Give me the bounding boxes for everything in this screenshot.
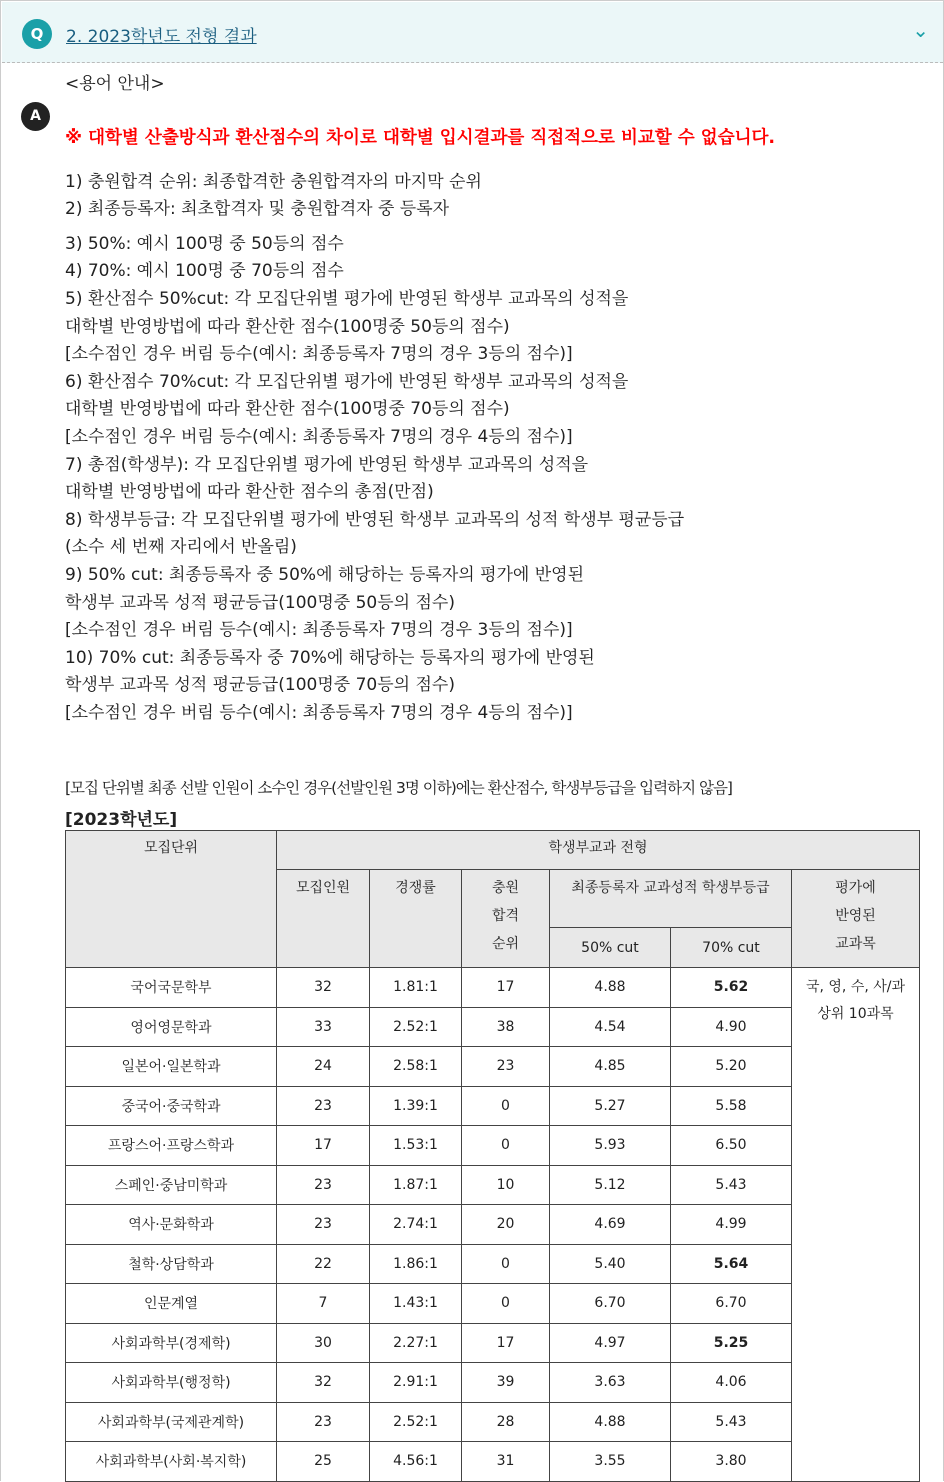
- header-cut70: 70% cut: [671, 928, 792, 968]
- cell-rank: 0: [462, 1126, 550, 1166]
- cell-quota: 23: [277, 1205, 370, 1245]
- cell-quota: 33: [277, 1007, 370, 1047]
- cell-unit: 중국어·중국학과: [66, 1086, 277, 1126]
- question-title-link[interactable]: 2. 2023학년도 전형 결과: [66, 27, 257, 47]
- cell-unit: 국어국문학부: [66, 968, 277, 1008]
- cell-ratio: 2.52:1: [370, 1402, 462, 1442]
- cell-ratio: 1.86:1: [370, 1244, 462, 1284]
- input-note: [모집 단위별 최종 선발 인원이 소수인 경우(선발인원 3명 이하)에는 환산점수, 학생부등급을 입력하지 않음]: [65, 779, 732, 797]
- terms-line: 대학별 반영방법에 따라 환산한 점수(100명중 70등의 점수): [65, 399, 510, 420]
- header-eval-subjects: [792, 870, 920, 968]
- table-row: [66, 1205, 920, 1245]
- cell-c70: 5.43: [671, 1402, 792, 1442]
- cell-unit: 영어영문학과: [66, 1007, 277, 1047]
- cell-c50: 4.88: [550, 968, 671, 1008]
- cell-unit: 스페인·중남미학과: [66, 1165, 277, 1205]
- cell-c70: 3.80: [671, 1442, 792, 1482]
- cell-rank: 23: [462, 1047, 550, 1087]
- cell-c50: 4.88: [550, 1402, 671, 1442]
- cell-quota: 25: [277, 1442, 370, 1482]
- table-row: [66, 1047, 920, 1087]
- cell-ratio: 2.58:1: [370, 1047, 462, 1087]
- answer-badge-icon: A: [21, 102, 50, 131]
- cell-c70: 5.43: [671, 1165, 792, 1205]
- terms-line: 3) 50%: 예시 100명 중 50등의 점수: [65, 233, 344, 254]
- terms-line: 학생부 교과목 성적 평균등급(100명중 70등의 점수): [65, 675, 455, 696]
- table-row: [66, 968, 920, 1008]
- cell-c70: 4.99: [671, 1205, 792, 1245]
- cell-c50: 5.27: [550, 1086, 671, 1126]
- cell-ratio: 2.74:1: [370, 1205, 462, 1245]
- cell-c70: 6.70: [671, 1284, 792, 1324]
- cell-unit: 인문계열: [66, 1284, 277, 1324]
- header-track: 학생부교과 전형: [277, 831, 920, 870]
- question-header[interactable]: [2, 2, 943, 63]
- terms-line: 9) 50% cut: 최종등록자 중 50%에 해당하는 등록자의 평가에 반영된: [65, 564, 585, 585]
- cell-c50: 5.12: [550, 1165, 671, 1205]
- cell-c50: 4.69: [550, 1205, 671, 1245]
- terms-list: [65, 169, 925, 728]
- terms-line: [소수점인 경우 버림 등수(예시: 최종등록자 7명의 경우 4등의 점수)]: [65, 426, 573, 447]
- admission-results-table: [65, 830, 920, 1482]
- cell-ratio: 1.39:1: [370, 1086, 462, 1126]
- terms-line: 2) 최종등록자: 최초합격자 및 충원합격자 중 등록자: [65, 199, 450, 220]
- chevron-down-icon[interactable]: ⌄: [912, 18, 929, 42]
- cell-c70: 5.20: [671, 1047, 792, 1087]
- cell-quota: 32: [277, 1363, 370, 1403]
- cell-rank: 17: [462, 1323, 550, 1363]
- header-quota: 모집인원: [277, 870, 370, 968]
- cell-quota: 30: [277, 1323, 370, 1363]
- cell-rank: 39: [462, 1363, 550, 1403]
- cell-rank: 38: [462, 1007, 550, 1047]
- cell-quota: 24: [277, 1047, 370, 1087]
- header-text: 평가에: [835, 880, 876, 896]
- cell-unit: 사회과학부(경제학): [66, 1323, 277, 1363]
- cell-ratio: 2.52:1: [370, 1007, 462, 1047]
- cell-ratio: 1.53:1: [370, 1126, 462, 1166]
- terms-line: 1) 충원합격 순위: 최종합격한 충원합격자의 마지막 순위: [65, 171, 482, 192]
- cell-c70: 5.62: [671, 968, 792, 1008]
- header-text: 충원: [491, 880, 520, 896]
- terms-line: (소수 세 번째 자리에서 반올림): [65, 537, 297, 558]
- cell-quota: 17: [277, 1126, 370, 1166]
- cell-c70: 6.50: [671, 1126, 792, 1166]
- cell-rank: 0: [462, 1284, 550, 1324]
- cell-quota: 23: [277, 1402, 370, 1442]
- cell-unit: 사회과학부(국제관계학): [66, 1402, 277, 1442]
- cell-c50: 3.63: [550, 1363, 671, 1403]
- terms-line: 5) 환산점수 50%cut: 각 모집단위별 평가에 반영된 학생부 교과목의 성적을: [65, 288, 629, 309]
- eval-subject-text: 상위 10과목: [817, 1006, 894, 1022]
- cell-unit: 철학·상담학과: [66, 1244, 277, 1284]
- header-grade: 최종등록자 교과성적 학생부등급: [550, 870, 792, 928]
- cell-unit: 프랑스어·프랑스학과: [66, 1126, 277, 1166]
- header-unit: 모집단위: [66, 831, 277, 968]
- table-row: [66, 1126, 920, 1166]
- cell-unit: 역사·문화학과: [66, 1205, 277, 1245]
- cell-c50: 4.97: [550, 1323, 671, 1363]
- header-text: 합격: [491, 908, 520, 924]
- terms-line: [소수점인 경우 버림 등수(예시: 최종등록자 7명의 경우 3등의 점수)]: [65, 620, 573, 641]
- terms-line: 대학별 반영방법에 따라 환산한 점수의 총점(만점): [65, 482, 434, 503]
- cell-c50: 3.55: [550, 1442, 671, 1482]
- cell-quota: 22: [277, 1244, 370, 1284]
- cell-quota: 23: [277, 1086, 370, 1126]
- cell-rank: 28: [462, 1402, 550, 1442]
- header-text: 교과목: [835, 936, 876, 952]
- cell-c70: 4.06: [671, 1363, 792, 1403]
- table-row: [66, 1402, 920, 1442]
- cell-eval-subjects: [792, 968, 920, 1482]
- cell-rank: 31: [462, 1442, 550, 1482]
- cell-c50: 5.40: [550, 1244, 671, 1284]
- cell-c70: 5.64: [671, 1244, 792, 1284]
- terms-heading: <용어 안내>: [65, 74, 165, 94]
- terms-line: 6) 환산점수 70%cut: 각 모집단위별 평가에 반영된 학생부 교과목의 성적을: [65, 371, 629, 392]
- table-row: [66, 1244, 920, 1284]
- question-badge-icon: Q: [22, 19, 52, 49]
- table-row: [66, 1165, 920, 1205]
- cell-c50: 5.93: [550, 1126, 671, 1166]
- table-row: [66, 1284, 920, 1324]
- terms-line: 4) 70%: 예시 100명 중 70등의 점수: [65, 261, 344, 282]
- cell-c50: 6.70: [550, 1284, 671, 1324]
- terms-line: 대학별 반영방법에 따라 환산한 점수(100명중 50등의 점수): [65, 316, 510, 337]
- cell-c70: 5.58: [671, 1086, 792, 1126]
- cell-c70: 5.25: [671, 1323, 792, 1363]
- warning-text: ※ 대학별 산출방식과 환산점수의 차이로 대학별 입시결과를 직접적으로 비교할 수 없습니다.: [65, 127, 776, 148]
- terms-line: 8) 학생부등급: 각 모집단위별 평가에 반영된 학생부 교과목의 성적 학생부 평균등급: [65, 509, 685, 530]
- header-text: 순위: [491, 936, 520, 952]
- table-row: [66, 1323, 920, 1363]
- cell-quota: 32: [277, 968, 370, 1008]
- cell-ratio: 4.56:1: [370, 1442, 462, 1482]
- terms-line: 학생부 교과목 성적 평균등급(100명중 50등의 점수): [65, 592, 455, 613]
- cell-unit: 사회과학부(사회·복지학): [66, 1442, 277, 1482]
- year-label: [2023학년도]: [65, 810, 178, 830]
- cell-rank: 20: [462, 1205, 550, 1245]
- terms-line: [소수점인 경우 버림 등수(예시: 최종등록자 7명의 경우 4등의 점수)]: [65, 702, 573, 723]
- cell-rank: 17: [462, 968, 550, 1008]
- answer-content: [65, 71, 925, 727]
- eval-subject-text: 국, 영, 수, 사/과: [805, 979, 906, 995]
- header-cut50: 50% cut: [550, 928, 671, 968]
- cell-ratio: 1.81:1: [370, 968, 462, 1008]
- terms-line: 7) 총점(학생부): 각 모집단위별 평가에 반영된 학생부 교과목의 성적을: [65, 454, 589, 475]
- cell-ratio: 1.43:1: [370, 1284, 462, 1324]
- cell-rank: 0: [462, 1244, 550, 1284]
- table-row: [66, 1086, 920, 1126]
- cell-c50: 4.54: [550, 1007, 671, 1047]
- header-waitlist-rank: [462, 870, 550, 968]
- terms-line: 10) 70% cut: 최종등록자 중 70%에 해당하는 등록자의 평가에 반영된: [65, 647, 595, 668]
- header-ratio: 경쟁률: [370, 870, 462, 968]
- cell-ratio: 2.27:1: [370, 1323, 462, 1363]
- cell-c70: 4.90: [671, 1007, 792, 1047]
- cell-rank: 0: [462, 1086, 550, 1126]
- cell-ratio: 2.91:1: [370, 1363, 462, 1403]
- cell-quota: 23: [277, 1165, 370, 1205]
- table-row: [66, 1442, 920, 1482]
- header-text: 반영된: [835, 908, 876, 924]
- cell-ratio: 1.87:1: [370, 1165, 462, 1205]
- cell-unit: 일본어·일본학과: [66, 1047, 277, 1087]
- table-row: [66, 1363, 920, 1403]
- cell-c50: 4.85: [550, 1047, 671, 1087]
- terms-line: [소수점인 경우 버림 등수(예시: 최종등록자 7명의 경우 3등의 점수)]: [65, 344, 573, 365]
- table-row: [66, 1007, 920, 1047]
- cell-quota: 7: [277, 1284, 370, 1324]
- cell-unit: 사회과학부(행정학): [66, 1363, 277, 1403]
- cell-rank: 10: [462, 1165, 550, 1205]
